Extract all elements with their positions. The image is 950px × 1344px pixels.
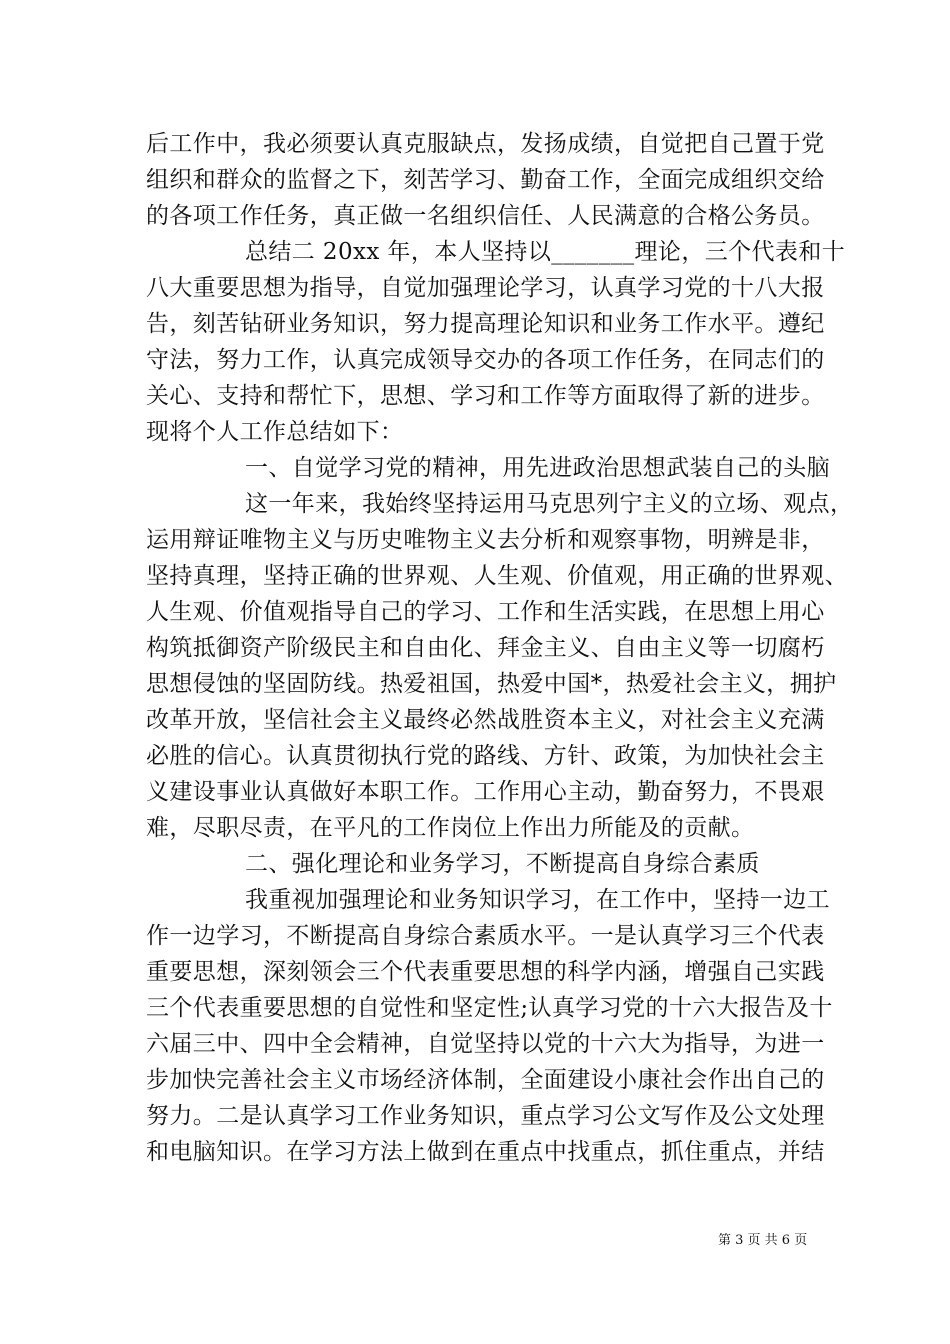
text-line: 重要思想，深刻领会三个代表重要思想的科学内涵，增强自己实践 [146, 959, 825, 985]
text-line: 难，尽职尽责，在平凡的工作岗位上作出力所能及的贡献。 [146, 815, 755, 841]
text-line: 关心、支持和帮忙下，思想、学习和工作等方面取得了新的进步。 [146, 383, 825, 409]
text-line: 六届三中、四中全会精神，自觉坚持以党的十六大为指导，为进一 [146, 1031, 825, 1057]
page-number-footer: 第 3 页 共 6 页 [718, 1233, 808, 1248]
text-line: 构筑抵御资产阶级民主和自由化、拜金主义、自由主义等一切腐朽 [146, 635, 825, 661]
text-line: 努力。二是认真学习工作业务知识，重点学习公文写作及公文处理 [146, 1103, 825, 1129]
text-line: 人生观、价值观指导自己的学习、工作和生活实践，在思想上用心 [146, 599, 825, 625]
section-heading-1: 一、自觉学习党的精神，用先进政治思想武装自己的头脑 [245, 455, 830, 481]
text-line: 守法，努力工作，认真完成领导交办的各项工作任务，在同志们的 [146, 347, 825, 373]
paragraph-start-line: 这一年来，我始终坚持运用马克思列宁主义的立场、观点， [245, 491, 854, 517]
text-line: 思想侵蚀的坚固防线。热爱祖国，热爱中国*，热爱社会主义，拥护 [146, 671, 837, 697]
text-line: 和电脑知识。在学习方法上做到在重点中找重点，抓住重点，并结 [146, 1139, 825, 1165]
text-line: 后工作中，我必须要认真克服缺点，发扬成绩，自觉把自己置于党 [146, 131, 825, 157]
section-heading-2: 二、强化理论和业务学习，不断提高自身综合素质 [245, 851, 760, 877]
text-line: 改革开放，坚信社会主义最终必然战胜资本主义，对社会主义充满 [146, 707, 825, 733]
text-line: 义建设事业认真做好本职工作。工作用心主动，勤奋努力，不畏艰 [146, 779, 825, 805]
text-line: 组织和群众的监督之下，刻苦学习、勤奋工作，全面完成组织交给 [146, 167, 825, 193]
text-line: 运用辩证唯物主义与历史唯物主义去分析和观察事物，明辨是非， [146, 527, 825, 553]
text-line: 的各项工作任务，真正做一名组织信任、人民满意的合格公务员。 [146, 203, 825, 229]
text-line: 八大重要思想为指导，自觉加强理论学习，认真学习党的十八大报 [146, 275, 825, 301]
section-start-line: 总结二 20xx 年，本人坚持以_______理论，三个代表和十 [245, 239, 846, 265]
paragraph-start-line: 我重视加强理论和业务知识学习，在工作中，坚持一边工 [245, 887, 830, 913]
text-line: 作一边学习，不断提高自身综合素质水平。一是认真学习三个代表 [146, 923, 825, 949]
text-line: 必胜的信心。认真贯彻执行党的路线、方针、政策，为加快社会主 [146, 743, 825, 769]
text-line: 三个代表重要思想的自觉性和坚定性;认真学习党的十六大报告及十 [146, 995, 833, 1021]
text-line: 坚持真理，坚持正确的世界观、人生观、价值观，用正确的世界观、 [146, 563, 848, 589]
text-line: 告，刻苦钻研业务知识，努力提高理论知识和业务工作水平。遵纪 [146, 311, 825, 337]
text-line: 现将个人工作总结如下： [146, 419, 404, 445]
text-line: 步加快完善社会主义市场经济体制，全面建设小康社会作出自己的 [146, 1067, 825, 1093]
